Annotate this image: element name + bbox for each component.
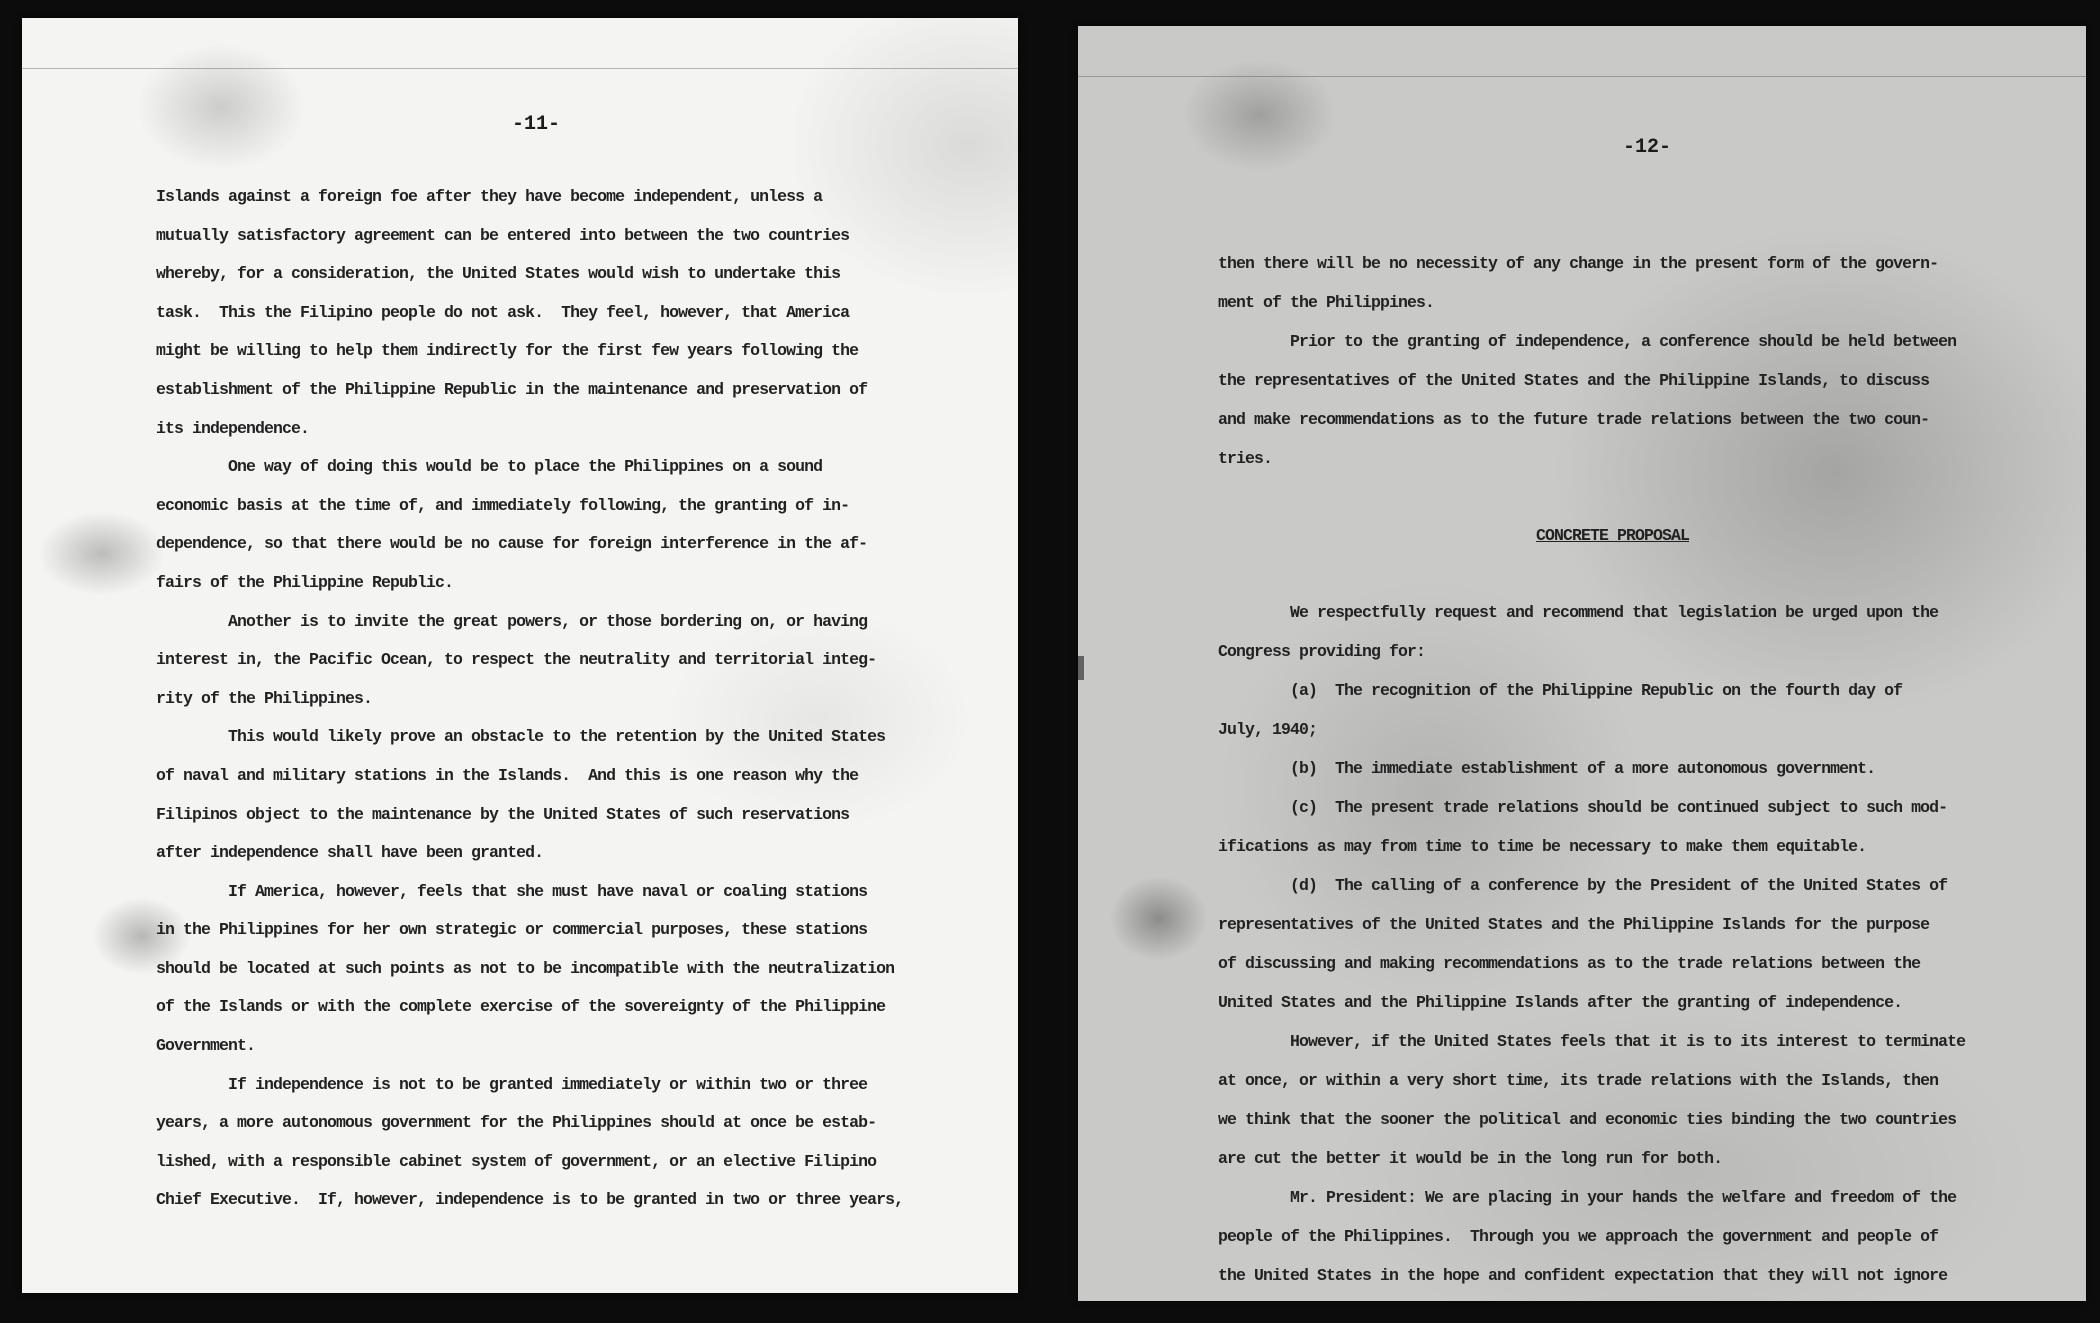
text-line: whereby, for a consideration, the United States would wish to undertake this	[156, 264, 841, 284]
page-number: -11-	[512, 113, 561, 136]
paper-tear-mark	[1078, 656, 1084, 680]
text-line: years, a more autonomous government for the Philippines should at once be estab-	[156, 1113, 877, 1133]
document-page-right	[1078, 26, 2086, 1301]
section-heading: CONCRETE PROPOSAL	[1536, 526, 1690, 545]
text-line: If America, however, feels that she must have naval or coaling stations	[156, 881, 868, 901]
text-line: task. This the Filipino people do not ask. They feel, however, that America	[156, 302, 850, 322]
text-line: This would likely prove an obstacle to the retention by the United States	[156, 727, 886, 747]
page-number: -12-	[1623, 136, 1672, 159]
text-line: economic basis at the time of, and immediately following, the granting of in-	[156, 495, 850, 515]
text-line: the United States in the hope and confident expectation that they will not ignore	[1218, 1266, 1948, 1285]
text-line: lished, with a responsible cabinet system of government, or an elective Filipino	[156, 1151, 877, 1171]
text-line: should be located at such points as not to be incompatible with the neutralization	[156, 958, 895, 978]
text-line: Filipinos object to the maintenance by the United States of such reservations	[156, 804, 850, 824]
text-line: might be willing to help them indirectly for the first few years following the	[156, 341, 859, 361]
text-line: Prior to the granting of independence, a conference should be held between	[1218, 332, 1957, 351]
text-line: interest in, the Pacific Ocean, to respect the neutrality and territorial integ-	[156, 650, 877, 670]
text-line: Mr. President: We are placing in your hands the welfare and freedom of the	[1218, 1188, 1957, 1207]
text-line: people of the Philippines. Through you we approach the government and people of	[1218, 1227, 1939, 1246]
text-block-before-heading	[1218, 244, 1965, 478]
text-line: We respectfully request and recommend that legislation be urged upon the	[1218, 603, 1939, 622]
text-line: are cut the better it would be in the long run for both.	[1218, 1149, 1723, 1168]
text-line: the representatives of the United States and the Philippine Islands, to discuss	[1218, 371, 1930, 390]
text-line: we think that the sooner the political and economic ties binding the two countries	[1218, 1110, 1957, 1129]
text-line: in the Philippines for her own strategic or commercial purposes, these stations	[156, 920, 868, 940]
text-line: United States and the Philippine Islands after the granting of independence.	[1218, 993, 1903, 1012]
text-line: tries.	[1218, 449, 1273, 468]
page-edge-line	[22, 68, 1018, 69]
text-line: ment of the Philippines.	[1218, 293, 1435, 312]
text-line: representatives of the United States and the Philippine Islands for the purpose	[1218, 915, 1930, 934]
text-line: establishment of the Philippine Republic in the maintenance and preservation of	[156, 379, 868, 399]
text-line: rity of the Philippines.	[156, 688, 373, 708]
text-line: Congress providing for:	[1218, 642, 1426, 661]
text-line: Another is to invite the great powers, or those bordering on, or having	[156, 611, 868, 631]
document-page-left	[22, 18, 1018, 1293]
text-line: mutually satisfactory agreement can be entered into between the two countries	[156, 225, 850, 245]
page-edge-line	[1078, 76, 2086, 77]
text-line: of naval and military stations in the Islands. And this is one reason why the	[156, 765, 859, 785]
text-line: Islands against a foreign foe after they have become independent, unless a	[156, 187, 823, 206]
text-line: of the Islands or with the complete exercise of the sovereignty of the Philippine	[156, 997, 886, 1017]
text-line: then there will be no necessity of any change in the present form of the govern-	[1218, 254, 1939, 273]
page-body-text	[1218, 206, 1965, 1301]
text-line: dependence, so that there would be no cause for foreign interference in the af-	[156, 534, 868, 554]
text-line: (c) The present trade relations should be continued subject to such mod-	[1218, 798, 1948, 817]
text-line: of discussing and making recommendations as to the trade relations between the	[1218, 954, 1921, 973]
text-line: (a) The recognition of the Philippine Republic on the fourth day of	[1218, 681, 1903, 700]
text-line: fairs of the Philippine Republic.	[156, 572, 454, 592]
text-line: If independence is not to be granted immediately or within two or three	[156, 1074, 868, 1094]
text-line: ifications as may from time to time be necessary to make them equitable.	[1218, 837, 1867, 856]
text-line: (d) The calling of a conference by the President of the United States of	[1218, 876, 1948, 895]
text-block-after-heading	[1218, 593, 1965, 1295]
text-line: July, 1940;	[1218, 720, 1318, 739]
text-line: One way of doing this would be to place the Philippines on a sound	[156, 457, 823, 477]
text-line: Government.	[156, 1036, 256, 1056]
text-line: Chief Executive. If, however, independence is to be granted in two or three years,	[156, 1190, 904, 1210]
text-line: after independence shall have been granted.	[156, 843, 544, 863]
page-body-text	[156, 178, 903, 1220]
text-line: and make recommendations as to the future trade relations between the two coun-	[1218, 410, 1930, 429]
text-line: its independence.	[156, 418, 310, 438]
text-line: (b) The immediate establishment of a more autonomous government.	[1218, 759, 1876, 778]
text-line: at once, or within a very short time, its trade relations with the Islands, then	[1218, 1071, 1939, 1090]
text-line: However, if the United States feels that it is to its interest to terminate	[1218, 1032, 1966, 1051]
